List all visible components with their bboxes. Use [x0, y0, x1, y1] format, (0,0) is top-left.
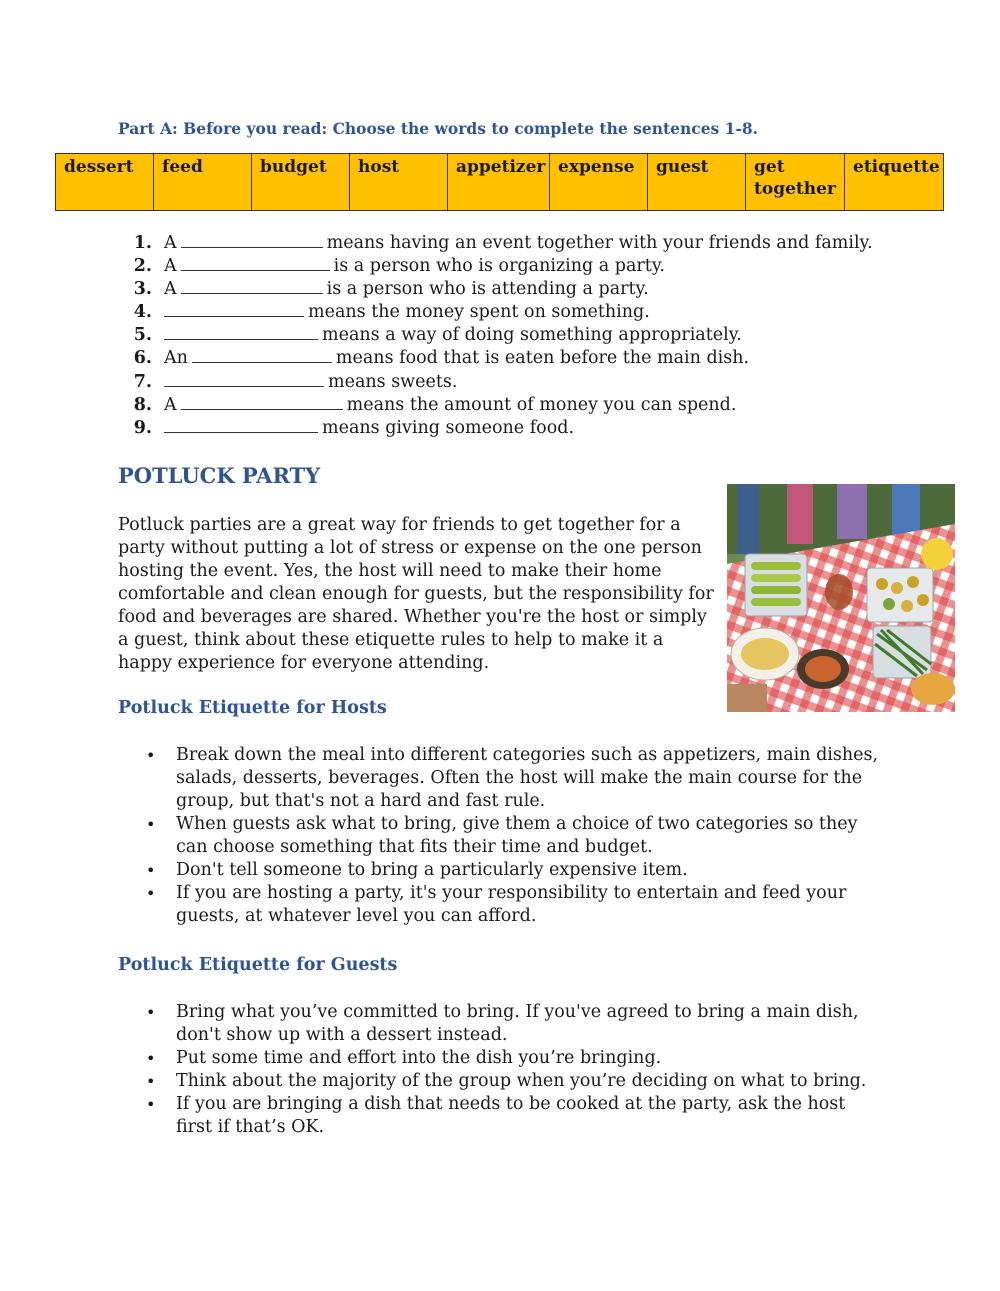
sentence-number: 8. — [133, 394, 152, 415]
sentence-text: means the amount of money you can spend. — [346, 394, 737, 415]
bullet-text: If you are bringing a dish that needs to be cooked at the party, ask the host first if that’s OK. — [176, 1094, 846, 1137]
sentence-item — [118, 394, 873, 417]
answer-blank[interactable] — [164, 324, 318, 340]
list-item — [146, 744, 886, 813]
word-bank-cell: budget — [252, 154, 350, 211]
sentence-item — [118, 417, 873, 440]
sentence-number: 7. — [133, 371, 152, 392]
sentence-text: means food that is eaten before the main dish. — [335, 348, 750, 369]
sentence-prefix: A — [164, 279, 177, 300]
guests-bullet-list — [146, 1001, 886, 1139]
word-bank-table — [55, 153, 944, 211]
sentence-text: means sweets. — [328, 371, 458, 392]
answer-blank[interactable] — [192, 347, 332, 363]
sentence-number: 4. — [133, 302, 152, 323]
sentence-number: 5. — [133, 325, 152, 346]
article-title: POTLUCK PARTY — [118, 463, 321, 488]
word-bank-cell: expense — [550, 154, 648, 211]
list-item — [146, 1093, 886, 1139]
answer-blank[interactable] — [164, 301, 304, 317]
sentence-number: 3. — [133, 279, 152, 300]
bullet-icon: • — [146, 1095, 156, 1114]
sentence-item — [118, 255, 873, 278]
bullet-text: Put some time and effort into the dish you’re bringing. — [176, 1048, 662, 1068]
list-item — [146, 813, 886, 859]
potluck-table-photo — [727, 484, 955, 712]
word-bank-cell: host — [350, 154, 448, 211]
list-item — [146, 882, 886, 928]
fill-in-sentence-list — [118, 232, 873, 440]
sentence-item — [118, 347, 873, 370]
bullet-icon: • — [146, 861, 156, 880]
word-bank-row — [56, 154, 944, 211]
sentence-number: 1. — [133, 233, 152, 253]
list-item — [146, 1047, 886, 1070]
sentence-text: means giving someone food. — [322, 417, 575, 438]
sentence-text: is a person who is attending a party. — [326, 279, 649, 300]
hosts-heading: Potluck Etiquette for Hosts — [118, 698, 387, 718]
bullet-text: Bring what you’ve committed to bring. If you've agreed to bring a main dish, don't show up with a dessert instead. — [176, 1002, 859, 1045]
answer-blank[interactable] — [164, 417, 318, 433]
list-item — [146, 1070, 886, 1093]
word-bank-cell: dessert — [56, 154, 154, 211]
sentence-prefix: An — [164, 348, 188, 369]
list-item — [146, 859, 886, 882]
bullet-text: When guests ask what to bring, give them a choice of two categories so they can choose something that fits their time and budget. — [176, 814, 858, 857]
sentence-prefix: A — [164, 256, 177, 277]
word-bank-cell: feed — [154, 154, 252, 211]
sentence-text: means a way of doing something appropriately. — [322, 325, 742, 346]
bullet-icon: • — [146, 884, 156, 903]
list-item — [146, 1001, 886, 1047]
sentence-text: means having an event together with your friends and family. — [326, 233, 873, 253]
word-bank-cell: appetizer — [448, 154, 550, 211]
sentence-text: means the money spent on something. — [308, 302, 650, 323]
bullet-text: Think about the majority of the group when you’re deciding on what to bring. — [176, 1071, 867, 1091]
sentence-item — [118, 324, 873, 347]
word-bank-cell: etiquette — [845, 154, 944, 211]
bullet-text: Don't tell someone to bring a particularly expensive item. — [176, 860, 688, 880]
sentence-number: 9. — [133, 417, 152, 438]
sentence-number: 2. — [133, 256, 152, 277]
sentence-prefix: A — [164, 394, 177, 415]
bullet-text: If you are hosting a party, it's your responsibility to entertain and feed your guests, at whatever level you can afford. — [176, 883, 847, 926]
answer-blank[interactable] — [181, 278, 323, 294]
bullet-icon: • — [146, 1072, 156, 1091]
answer-blank[interactable] — [181, 394, 343, 410]
answer-blank[interactable] — [181, 232, 323, 248]
sentence-text: is a person who is organizing a party. — [333, 256, 665, 277]
answer-blank[interactable] — [164, 371, 324, 387]
word-bank-cell: guest — [648, 154, 746, 211]
sentence-item — [118, 278, 873, 301]
sentence-item — [118, 301, 873, 324]
sentence-item — [118, 371, 873, 394]
sentence-item — [118, 232, 873, 255]
word-bank-cell: get together — [746, 154, 845, 211]
bullet-icon: • — [146, 746, 156, 765]
answer-blank[interactable] — [181, 255, 330, 271]
hosts-bullet-list — [146, 744, 886, 928]
guests-heading: Potluck Etiquette for Guests — [118, 955, 398, 975]
bullet-icon: • — [146, 1049, 156, 1068]
sentence-number: 6. — [133, 348, 152, 369]
article-intro: Potluck parties are a great way for friends to get together for a party without putting a lot of stress or expense on the one person hosting the event. Yes, the host will need to make their home comfortable and clean enough for guests, but the responsibility for food and beverages are shared. Whether you're the host or simply a guest, think about these etiquette rules to help to make it a happy experience for everyone attending. — [118, 515, 714, 673]
part-a-heading: Part A: Before you read: Choose the words to complete the sentences 1-8. — [118, 119, 759, 138]
bullet-text: Break down the meal into different categories such as appetizers, main dishes, salads, desserts, beverages. Often the host will make the main course for the group, but that's not a hard and fast rule. — [176, 745, 879, 811]
bullet-icon: • — [146, 1003, 156, 1022]
sentence-prefix: A — [164, 233, 177, 253]
bullet-icon: • — [146, 815, 156, 834]
